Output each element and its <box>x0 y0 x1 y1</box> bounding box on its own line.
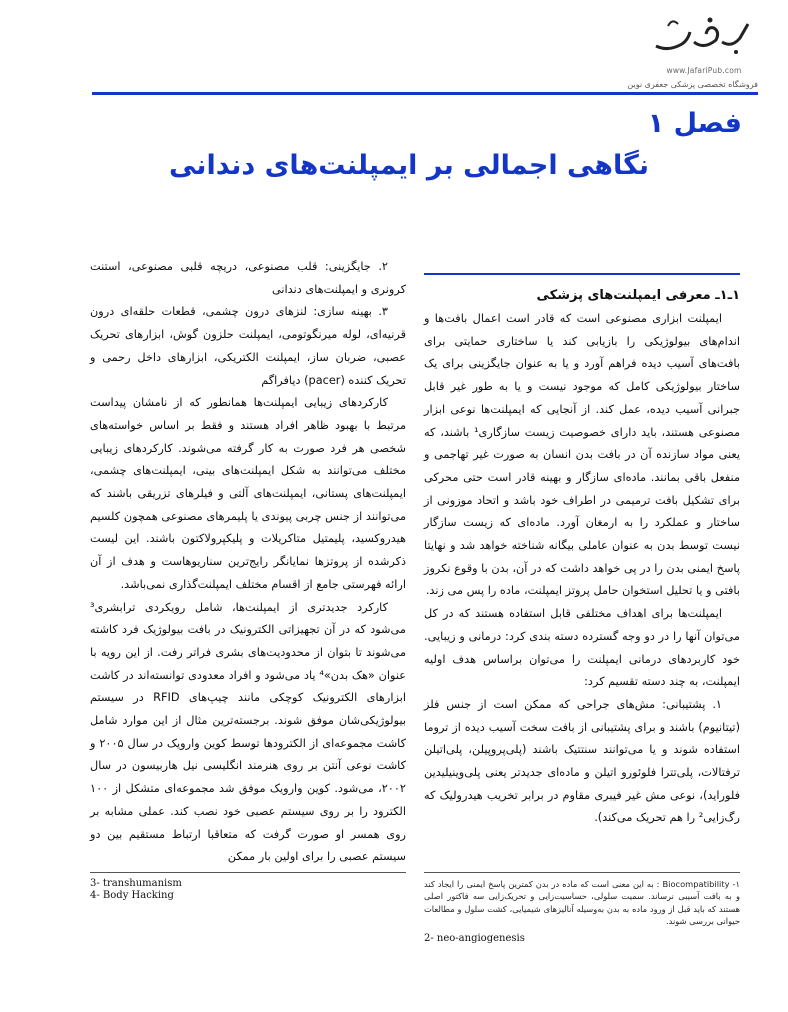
footnote-4: 4- Body Hacking <box>90 890 174 901</box>
footnote-3: 3- transhumanism <box>90 878 182 889</box>
section-heading: ۱ـ۱ـ معرفی ایمپلنت‌های پزشکی <box>536 288 740 303</box>
paragraph: ایمپلنت‌ها برای اهداف مختلفی قابل استفاده هستند که در کل می‌توان آنها را در دو وجه گسترده دسته بندی کرد: درمانی و زیبایی. خود کاربردهای درمانی ایمپلنت را می‌توان براساس هدف اولیه ایمپلنت، به چند دسته تقسیم کرد: <box>424 607 740 689</box>
header-rule <box>92 92 758 95</box>
right-column <box>424 308 740 830</box>
chapter-number: فصل ۱ <box>647 108 742 139</box>
left-footnotes <box>90 878 182 902</box>
paragraph: ۲. جایگزینی: قلب مصنوعی، دریچه قلبی مصنوعی، استنت کرونری و ایمپلنت‌های دندانی <box>90 260 406 296</box>
publisher-url: www.JafariPub.com <box>666 66 742 75</box>
paragraph: ۱. پشتیبانی: مش‌های جراحی که ممکن است از جنس فلز (تیتانیوم) باشند و برای پشتیبانی از بافت سخت آسیب دیده از تروما استفاده شوند و یا می‌توانند سنتتیک باشند (پلی‌پروپیلن، پلی‌اتیلن ترفتالات، پلی‌تترا فلوئورو اتیلن و ماده‌ای جدیدتر یعنی پلی‌وینیلیدین فلوراید)، نوعی مش غیر فیبری مقاوم در برابر تخریب هیدرولیک که رگ‌زایی² را هم تحریک می‌کند). <box>424 697 740 825</box>
section-rule <box>424 273 740 275</box>
paragraph: ۳. بهینه سازی: لنزهای درون چشمی، قطعات حلقه‌ای درون قرنیه‌ای، لوله میرنگوتومی، ایمپلنت حلزون گوش، ابزارهای تحریک عصبی، ضربان ساز، ایمپلنت الکتریکی، ابزارهای داخل رحمی و تحریک کننده (pacer) دیافراگم <box>90 305 406 387</box>
left-column <box>90 256 406 869</box>
paragraph: کارکرد جدیدتری از ایمپلنت‌ها، شامل رویکردی ترابشری³ می‌شود که در آن تجهیزاتی الکترونیک در بافت بیولوژیک فرد کاشته می‌شوند تا بتوان از محدودیت‌های بشری فراتر رفت. از این رویه با عنوان «هک بدن»⁴ یاد می‌شود و افراد معدودی توانسته‌اند در کاشت ابزارهای الکترونیک کوچکی مانند چیپ‌های RFID در سیستم بیولوژیکی‌شان موفق شوند. برجسته‌ترین مثال از این موارد شامل کاشت مجموعه‌ای از الکترودها توسط کوین وارویک در سال ۲۰۰۵ و کاشت نوعی آنتن بر روی هنرمند انگلیسی نیل هاربیسون در سال ۲۰۰۲، می‌شود. کوین وارویک موفق شد مجموعه‌ای متشکل از ۱۰۰ الکترود را بر روی سیستم عصبی خود نصب کند. عملی مشابه بر روی همسر او صورت گرفت که متعاقبا ارتباط مستقیم بین دو سیستم عصبی را برای اولین بار ممکن <box>90 600 406 864</box>
chapter-title: نگاهی اجمالی بر ایمپلنت‌های دندانی <box>168 150 649 181</box>
jafari-logo-icon <box>648 12 760 60</box>
footnote-2: 2- neo-angiogenesis <box>424 933 525 944</box>
footnote-rule <box>424 872 740 873</box>
footnote-rule <box>90 872 406 873</box>
paragraph: ایمپلنت ابزاری مصنوعی است که قادر است اعمال بافت‌ها و اندام‌های بیولوژیکی را بازیابی کند یا ساختاری حمایتی برای بافت‌های آسیب دیده فراهم آورد و یا به عنوان جایگزینی برای یک ساختار بیولوژیکی کامل که موجود نیست و یا به طور غیر قابل جبرانی آسیب دیده، عمل کند. از آنجایی که ایمپلنت‌ها نوعی ابزار مصنوعی هستند، باید دارای خصوصیت زیست سازگاری¹ باشند، که یعنی مواد سازنده آن در بافت بدن انسان به صورت غیر تهاجمی و منفعل باقی بمانند. ماده‌ای سازگار و بهینه قادر است حتی محرکی برای تشکیل بافت ترمیمی در اطراف خود باشد و اتحاد موزونی از ساختار و عملکرد را به ارمغان آورد. ماده‌ای که زیست سازگار نیست توسط بدن به عنوان عاملی بیگانه شناخته خواهد شد و نهایتا پاسخ ایمنی بدن را در پی خواهد داشت که در آن، بدن با وقوع نکروز بافتی و یا تحلیل استخوان حامل پروتز ایمپلنت، ماده را پس می زند. <box>424 312 741 598</box>
paragraph: کارکردهای زیبایی ایمپلنت‌ها همانطور که از نامشان پیداست مرتبط با بهبود ظاهر افراد هستند و فقط بر اساس خواسته‌های شخصی هر فرد صورت به کار گرفته می‌شوند. کارکردهای زیبایی مختلف می‌توانند به شکل ایمپلنت‌های بینی، ایمپلنت‌های چشمی، ایمپلنت‌های پستانی، ایمپلنت‌های آلتی و فیلرهای تزریقی باشند که می‌توانند از جنس چربی پیوندی یا پلیمرهای مصنوعی همچون کلسیم هیدروکسید، پلیمتیل متاکریلات و پلیکپرولاکتون باشند. این لیست ذکرشده از پروتزها نمایانگر رایج‌ترین سناریوهاست و هدف از آن ارائه فهرستی جامع از اقسام مختلف ایمپلنت‌گذاری نمی‌باشد. <box>90 396 406 591</box>
footnote-1: ۱- Biocompatibility : به این معنی است که ماده در بدن کمترین پاسخ ایمنی را ایجاد کند و به بافت آسیبی نرساند. سمیت سلولی، حساسیت‌زایی و تحریک‌زایی سه فاکتور اصلی هستند که باید قبل از ورود ماده به بدن به‌وسیله آنالیزهای شیمیایی، کشت سلول و مطالعات حیوانی بررسی شوند. <box>424 879 740 926</box>
publisher-tagline: فروشگاه تخصصی پزشکی جعفری نوین <box>627 80 758 89</box>
